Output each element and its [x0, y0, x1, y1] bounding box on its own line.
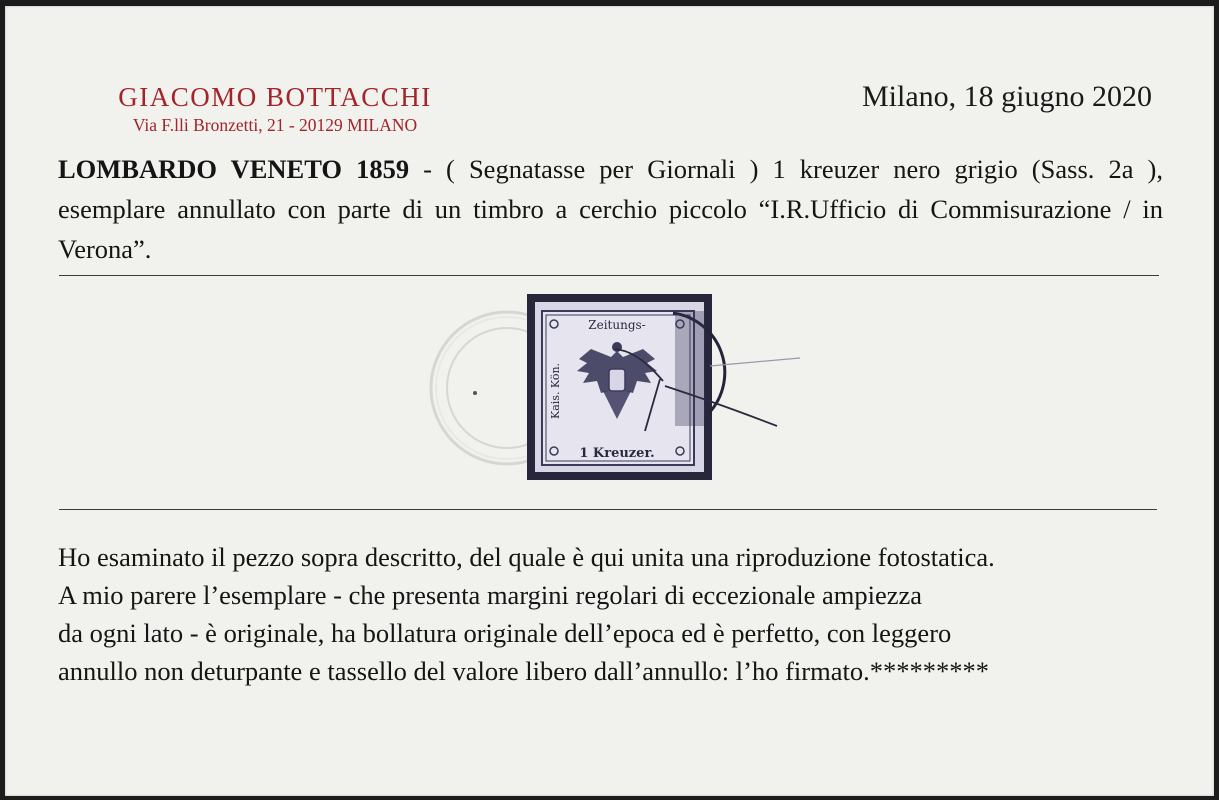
opinion-line: da ogni lato - è originale, ha bollatura originale dell’epoca ed è perfetto, con leggero [58, 618, 952, 648]
divider-top [59, 275, 1159, 276]
opinion-line: A mio parere l’esemplare - che presenta margini regolari di eccezionale ampiezza [58, 580, 922, 610]
postmark-ink [675, 311, 705, 426]
stamp-side-text: Kais. Kön. [549, 362, 562, 419]
stamp-photo [425, 291, 825, 486]
certificate-date: Milano, 18 giugno 2020 [862, 80, 1152, 113]
opinion-line: Ho esaminato il pezzo sopra descritto, del quale è qui unita una riproduzione fotostatica. [58, 542, 995, 572]
description-lead: LOMBARDO VENETO 1859 [58, 154, 410, 184]
company-address: Via F.lli Bronzetti, 21 - 20129 MILANO [132, 115, 418, 135]
divider-bottom [59, 509, 1157, 510]
description-text: - ( Segnatasse per Giornali ) 1 kreuzer nero grigio (Sass. 2a ), esemplare annullato con parte di un timbro a cerchio piccolo “I.R.Ufficio di Commisurazione / in Verona”. [58, 154, 1163, 264]
letterhead [65, 82, 485, 135]
seal-dot [473, 391, 477, 395]
stamp-description [58, 149, 1163, 269]
stamp-bottom-text: 1 Kreuzer. [579, 446, 655, 461]
stamp-top-text: Zeitungs- [588, 318, 646, 332]
company-name: GIACOMO BOTTACCHI [118, 82, 432, 112]
certificate-sheet [5, 6, 1214, 796]
stamp-image [425, 291, 825, 486]
expert-opinion [58, 538, 1168, 690]
opinion-line: annullo non deturpante e tassello del valore libero dall’annullo: l’ho firmato.********* [58, 656, 989, 686]
